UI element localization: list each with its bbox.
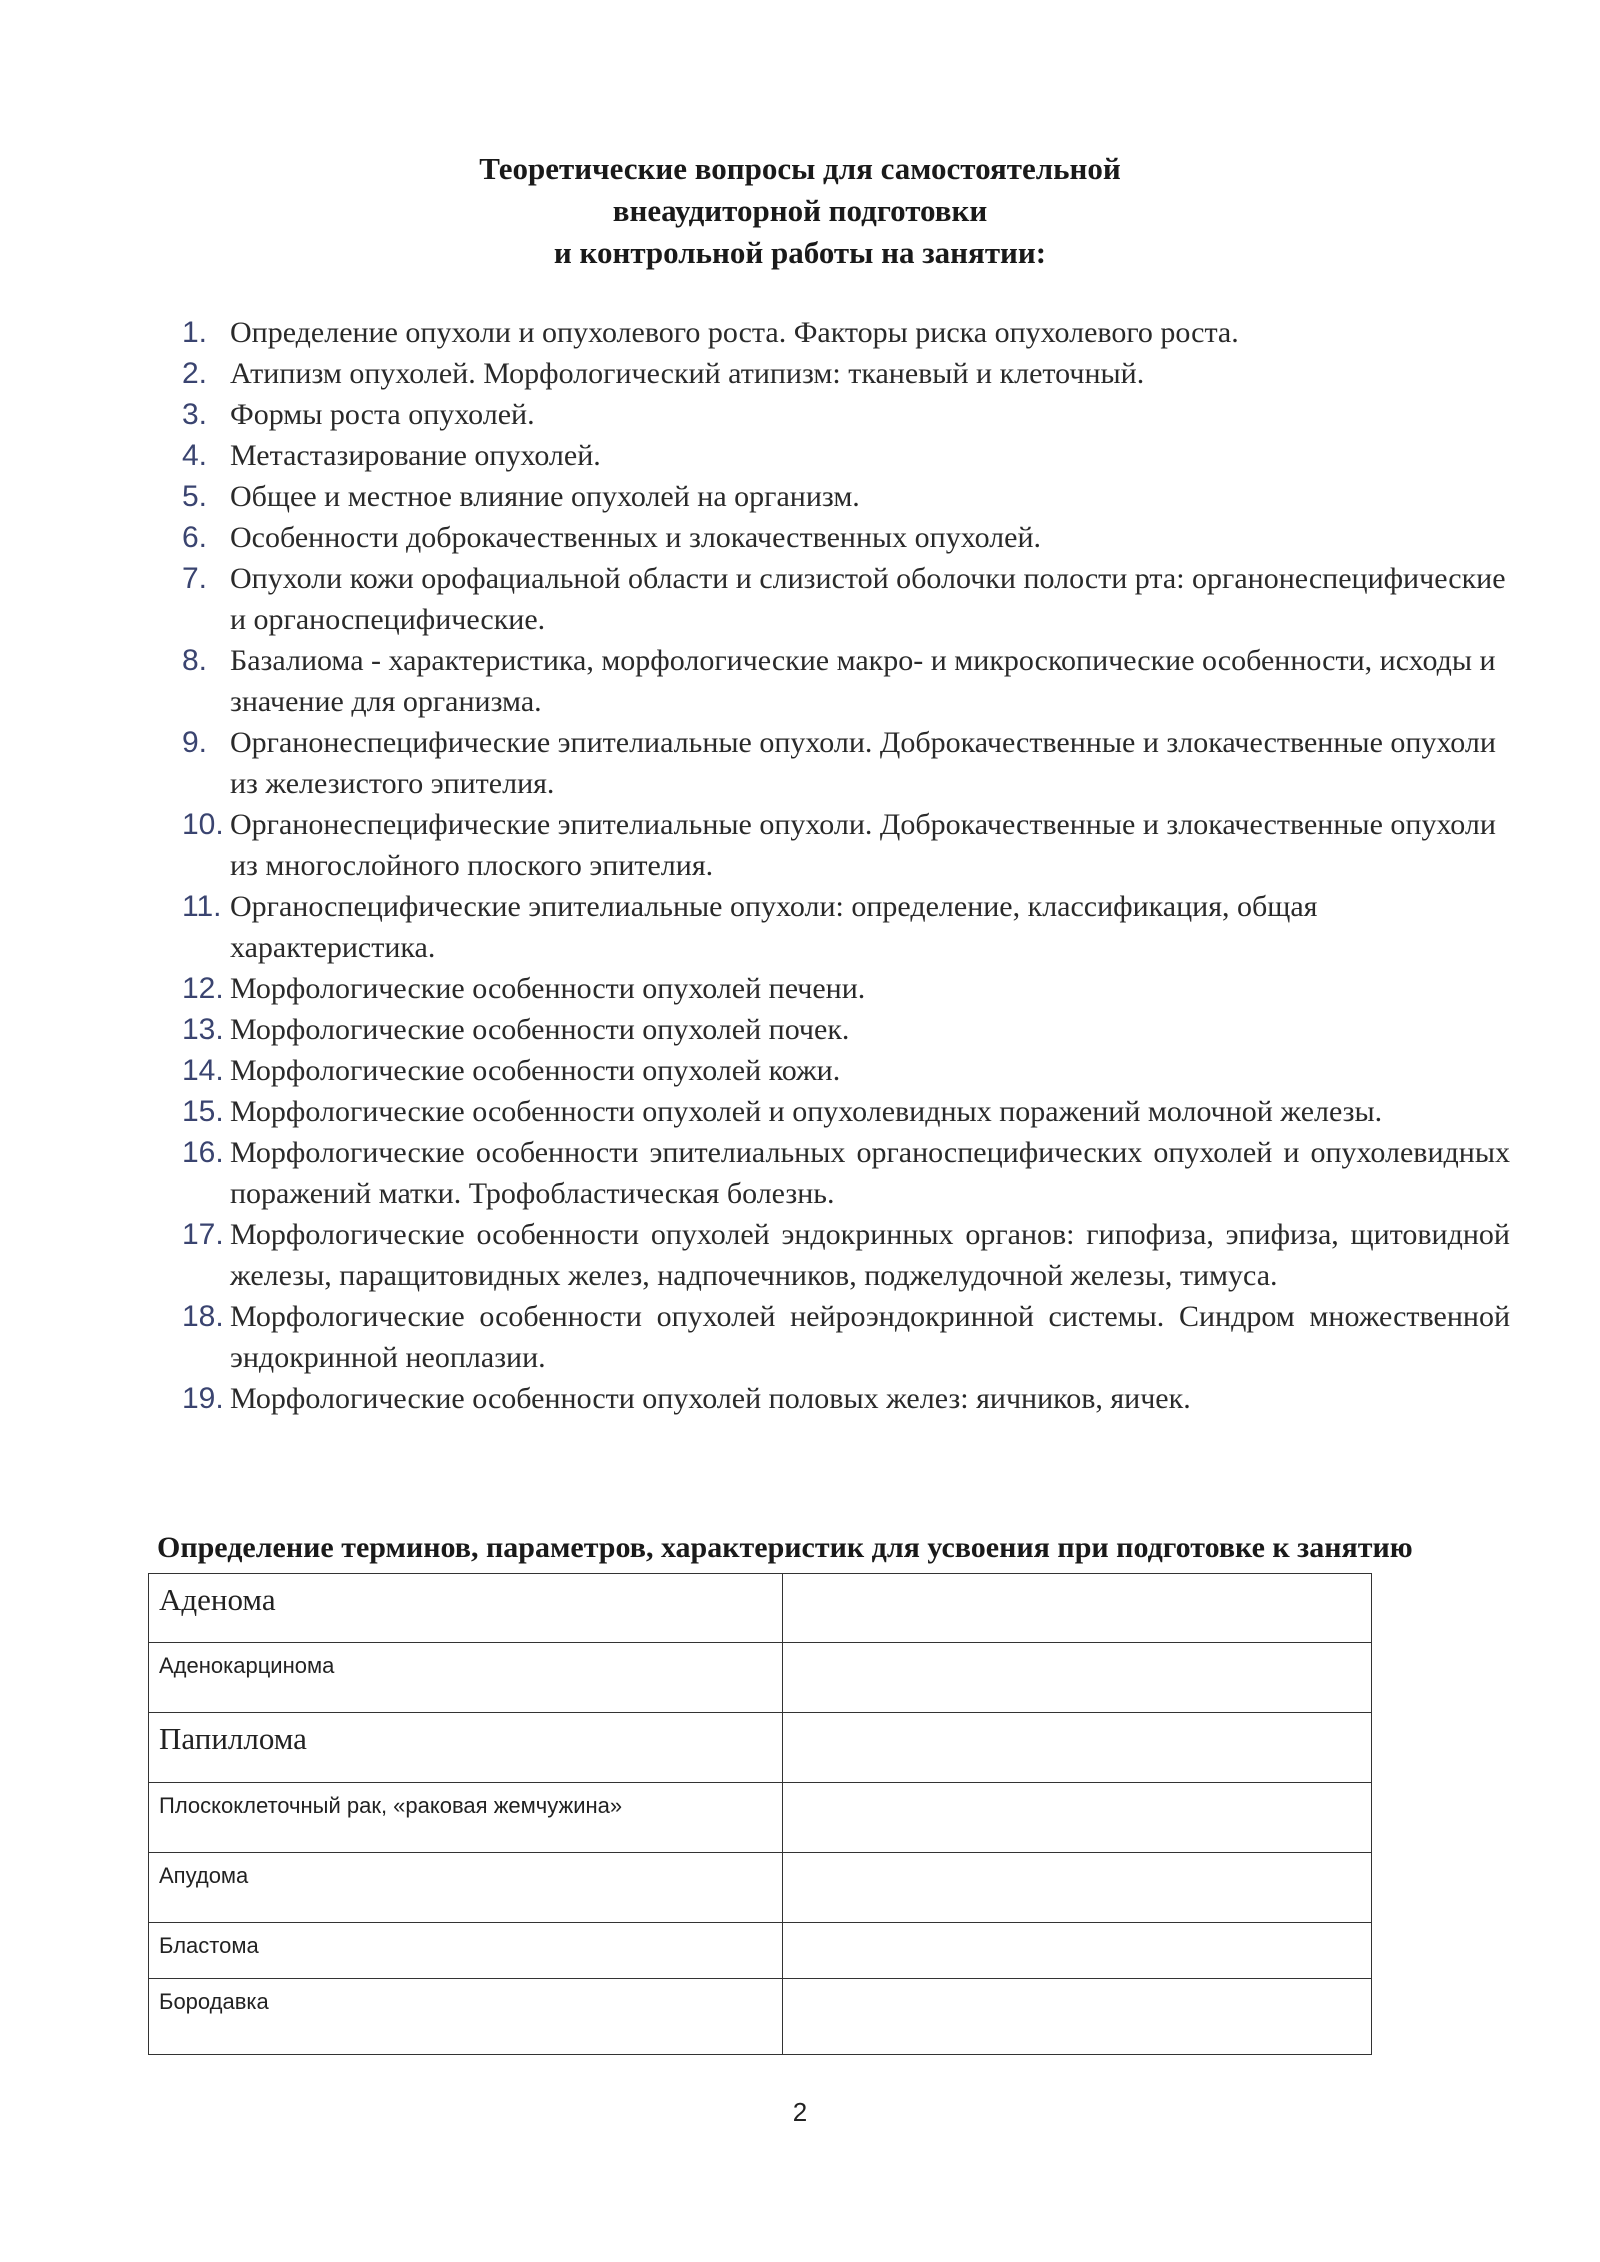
list-item: [170, 517, 1510, 558]
question-number: 14.: [182, 1054, 224, 1087]
list-item: [170, 968, 1510, 1009]
list-item: [170, 1050, 1510, 1091]
question-number: 15.: [182, 1095, 224, 1128]
question-number: 19.: [182, 1382, 224, 1415]
question-text: Морфологические особенности опухолей и опухолевидных поражений молочной железы.: [230, 1095, 1383, 1128]
question-number: 9.: [182, 726, 208, 759]
question-text: Морфологические особенности опухолей эндокринных органов: гипофиза, эпифиза, щитовидной железы, паращитовидных желез, надпочечников, поджелудочной железы, тимуса.: [230, 1218, 1510, 1292]
table-row: [149, 1643, 1372, 1713]
definition-cell[interactable]: [783, 1713, 1372, 1783]
question-number: 6.: [182, 521, 208, 554]
table-row: [149, 1923, 1372, 1979]
terms-table: [148, 1573, 1372, 2055]
list-item: [170, 353, 1510, 394]
question-number: 7.: [182, 562, 208, 595]
list-item: [170, 886, 1510, 968]
question-number: 17.: [182, 1218, 224, 1251]
table-row: [149, 1783, 1372, 1853]
list-item: [170, 640, 1510, 722]
definition-cell[interactable]: [783, 1643, 1372, 1713]
terms-heading: Определение терминов, параметров, характеристик для усвоения при подготовке к занятию: [157, 1531, 1413, 1564]
list-item: [170, 1378, 1510, 1419]
question-number: 10.: [182, 808, 224, 841]
questions-list: [170, 312, 1510, 1419]
question-number: 4.: [182, 439, 208, 472]
question-number: 2.: [182, 357, 208, 390]
question-number: 16.: [182, 1136, 224, 1169]
question-text: Атипизм опухолей. Морфологический атипизм: тканевый и клеточный.: [230, 357, 1145, 390]
question-number: 11.: [182, 890, 222, 923]
question-text: Органонеспецифические эпителиальные опухоли. Доброкачественные и злокачественные опухоли из железистого эпителия.: [230, 726, 1496, 800]
question-text: Определение опухоли и опухолевого роста. Факторы риска опухолевого роста.: [230, 316, 1239, 349]
list-item: [170, 1009, 1510, 1050]
question-text: Базалиома - характеристика, морфологические макро- и микроскопические особенности, исходы и значение для организма.: [230, 644, 1496, 718]
list-item: [170, 476, 1510, 517]
definition-cell[interactable]: [783, 1979, 1372, 2055]
table-row: [149, 1574, 1372, 1643]
question-number: 1.: [182, 316, 208, 349]
question-number: 8.: [182, 644, 208, 677]
question-text: Общее и местное влияние опухолей на организм.: [230, 480, 860, 513]
list-item: [170, 312, 1510, 353]
question-text: Опухоли кожи орофациальной области и слизистой оболочки полости рта: органонеспецифические и органоспецифические.: [230, 562, 1506, 636]
definition-cell[interactable]: [783, 1783, 1372, 1853]
question-text: Особенности доброкачественных и злокачественных опухолей.: [230, 521, 1042, 554]
question-text: Морфологические особенности опухолей почек.: [230, 1013, 850, 1046]
table-row: [149, 1713, 1372, 1783]
term-cell: Папиллома: [149, 1713, 783, 1783]
question-text: Метастазирование опухолей.: [230, 439, 601, 472]
list-item: [170, 558, 1510, 640]
list-item: [170, 1132, 1510, 1214]
term-cell: Плоскоклеточный рак, «раковая жемчужина»: [149, 1783, 783, 1853]
table-row: [149, 1979, 1372, 2055]
question-number: 13.: [182, 1013, 224, 1046]
term-cell: Аденома: [149, 1574, 783, 1643]
question-text: Морфологические особенности эпителиальных органоспецифических опухолей и опухолевидных поражений матки. Трофобластическая болезнь.: [230, 1136, 1510, 1210]
title-line-3: и контрольной работы на занятии:: [553, 235, 1047, 270]
list-item: [170, 722, 1510, 804]
question-text: Морфологические особенности опухолей нейроэндокринной системы. Синдром множественной эндокринной неоплазии.: [230, 1300, 1510, 1374]
list-item: [170, 394, 1510, 435]
list-item: [170, 1214, 1510, 1296]
list-item: [170, 804, 1510, 886]
definition-cell[interactable]: [783, 1853, 1372, 1923]
page-title: [0, 148, 1600, 274]
question-number: 18.: [182, 1300, 224, 1333]
question-number: 12.: [182, 972, 224, 1005]
title-line-1: Теоретические вопросы для самостоятельной: [479, 151, 1121, 186]
definition-cell[interactable]: [783, 1574, 1372, 1643]
question-number: 3.: [182, 398, 208, 431]
list-item: [170, 1296, 1510, 1378]
term-cell: Бородавка: [149, 1979, 783, 2055]
question-text: Морфологические особенности опухолей кожи.: [230, 1054, 841, 1087]
title-line-2: внеаудиторной подготовки: [612, 193, 988, 228]
term-cell: Бластома: [149, 1923, 783, 1979]
term-cell: Аденокарцинома: [149, 1643, 783, 1713]
question-number: 5.: [182, 480, 208, 513]
question-text: Органоспецифические эпителиальные опухоли: определение, классификация, общая характеристика.: [230, 890, 1318, 964]
list-item: [170, 1091, 1510, 1132]
page-number: 2: [792, 2097, 808, 2127]
table-row: [149, 1853, 1372, 1923]
list-item: [170, 435, 1510, 476]
question-text: Органонеспецифические эпителиальные опухоли. Доброкачественные и злокачественные опухоли из многослойного плоского эпителия.: [230, 808, 1496, 882]
question-text: Морфологические особенности опухолей печени.: [230, 972, 866, 1005]
term-cell: Апудома: [149, 1853, 783, 1923]
definition-cell[interactable]: [783, 1923, 1372, 1979]
question-text: Формы роста опухолей.: [230, 398, 535, 431]
question-text: Морфологические особенности опухолей половых желез: яичников, яичек.: [230, 1382, 1191, 1415]
